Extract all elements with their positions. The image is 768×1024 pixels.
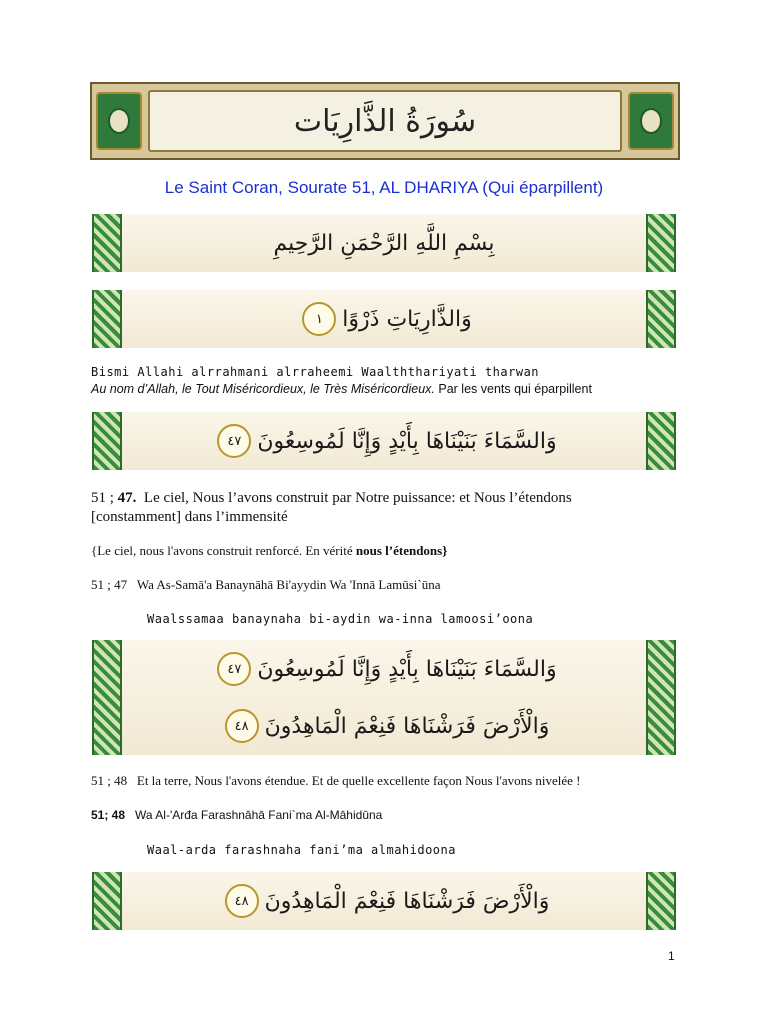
band-ornament-left bbox=[92, 640, 122, 755]
verse-47-transliteration-simple: Waalssamaa banaynaha bi-aydin wa-inna lamoosi’oona bbox=[147, 612, 534, 626]
intro-transliteration: Bismi Allahi alrrahmani alrraheemi Waalththariyati tharwan bbox=[91, 365, 540, 379]
verse-band-48 bbox=[92, 872, 676, 930]
band-ornament-right bbox=[646, 214, 676, 272]
translit-scientific: Wa Al-'Arđa Farashnāhā Fani`ma Al-Māhidūna bbox=[135, 808, 383, 822]
verse-47-translation bbox=[91, 489, 691, 527]
verse-band-1 bbox=[92, 290, 676, 348]
band-ornament-left bbox=[92, 412, 122, 470]
verse-band-bismillah bbox=[92, 214, 676, 272]
arabic-verse-text: وَالْأَرْضَ فَرَشْنَاهَا فَنِعْمَ الْمَاهِدُونَ bbox=[264, 713, 550, 739]
arabic-verse-text: وَالْأَرْضَ فَرَشْنَاهَا فَنِعْمَ الْمَاهِدُونَ bbox=[264, 888, 550, 914]
verse-number-badge: ٤٨ bbox=[225, 709, 259, 743]
verse-ref-number: 47. bbox=[117, 490, 137, 506]
band-ornament-left bbox=[92, 290, 122, 348]
verse-number-badge: ١ bbox=[302, 302, 336, 336]
verse-47-transliteration-scientific bbox=[91, 577, 440, 593]
translit-scientific: Wa As-Samā'a Banaynāhā Bi'ayydin Wa 'Innā Lamūsi`ūna bbox=[136, 577, 441, 592]
verse-band-47-48 bbox=[92, 640, 676, 755]
band-ornament-right bbox=[646, 872, 676, 930]
page-number: 1 bbox=[668, 949, 675, 963]
band-ornament-right bbox=[646, 290, 676, 348]
alt-bold: nous l’étendons} bbox=[355, 543, 448, 558]
verse-48-text: Et la terre, Nous l'avons étendue. Et de quelle excellente façon Nous l'avons nivelée ! bbox=[136, 773, 581, 788]
verse-ref-prefix: 51 ; bbox=[91, 490, 118, 506]
arabic-verse-text: وَالذَّارِيَاتِ ذَرْوًا bbox=[342, 306, 472, 332]
verse-ref-bold: 51; 48 bbox=[91, 808, 126, 822]
page-title: Le Saint Coran, Sourate 51, AL DHARIYA (Qui éparpillent) bbox=[164, 178, 604, 197]
verse-48-transliteration-scientific bbox=[91, 808, 382, 822]
verse-48-translation bbox=[91, 773, 581, 789]
verse-47-line1: Le ciel, Nous l’avons construit par Notre puissance: et Nous l’étendons bbox=[143, 490, 572, 506]
verse-ref: 51 ; 48 bbox=[91, 773, 128, 788]
verse-number-badge: ٤٧ bbox=[217, 424, 251, 458]
arabic-bismillah: بِسْمِ اللَّهِ الرَّحْمَنِ الرَّحِيمِ bbox=[273, 230, 495, 256]
arabic-verse-text: وَالسَّمَاءَ بَنَيْنَاهَا بِأَيْدٍ وَإِنَّا لَمُوسِعُونَ bbox=[257, 656, 557, 682]
translation-rest: Par les vents qui éparpillent bbox=[434, 382, 592, 396]
verse-48-transliteration-simple: Waal-arda farashnaha fani’ma almahidoona bbox=[147, 843, 456, 857]
arabic-verse-48 bbox=[132, 872, 636, 930]
band-ornament-left bbox=[92, 214, 122, 272]
surah-header-ornament bbox=[90, 82, 680, 160]
intro-translation bbox=[91, 382, 592, 396]
surah-header-cartouche bbox=[148, 90, 622, 152]
band-ornament-right bbox=[646, 640, 676, 755]
band-ornament-left bbox=[92, 872, 122, 930]
verse-number-badge: ٤٧ bbox=[217, 652, 251, 686]
ornament-medallion-left bbox=[96, 92, 142, 150]
arabic-verse-48 bbox=[132, 697, 636, 755]
verse-47-alt-translation bbox=[91, 543, 447, 559]
alt-text: {Le ciel, nous l'avons construit renforcé. En vérité bbox=[91, 543, 356, 558]
translation-italic: Au nom d’Allah, le Tout Miséricordieux, le Très Miséricordieux. bbox=[91, 382, 435, 396]
surah-arabic-title: سُورَةُ الذَّارِيَات bbox=[293, 103, 477, 139]
verse-number-badge: ٤٨ bbox=[225, 884, 259, 918]
verse-ref: 51 ; 47 bbox=[91, 577, 128, 592]
verse-47-line2: [constamment] dans l’immensité bbox=[91, 509, 288, 525]
ornament-medallion-right bbox=[628, 92, 674, 150]
arabic-verse-1 bbox=[132, 290, 636, 348]
band-ornament-right bbox=[646, 412, 676, 470]
arabic-verse-text: وَالسَّمَاءَ بَنَيْنَاهَا بِأَيْدٍ وَإِنَّا لَمُوسِعُونَ bbox=[257, 428, 557, 454]
verse-band-47 bbox=[92, 412, 676, 470]
arabic-verse-47 bbox=[132, 412, 636, 470]
arabic-verse-47 bbox=[132, 640, 636, 698]
